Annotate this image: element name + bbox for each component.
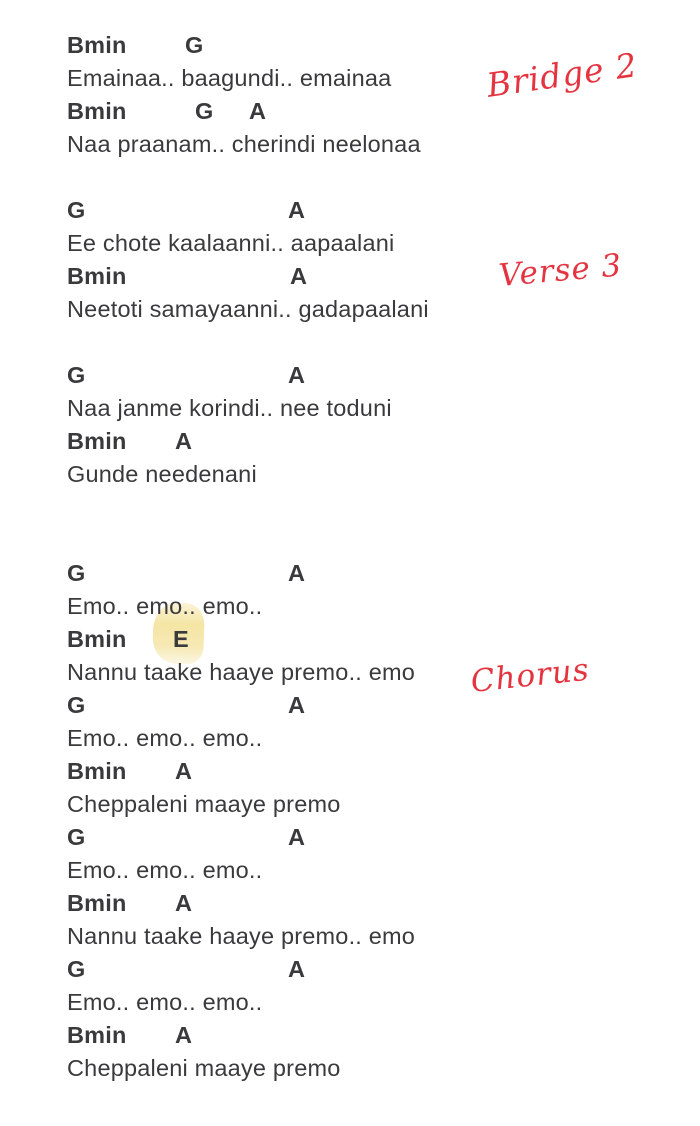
chord: A <box>288 956 306 982</box>
handwritten-annotation-verse-3-stanza-1: Verse 3 <box>497 247 624 294</box>
handwritten-annotation-bridge-2: Bridge 2 <box>484 45 641 105</box>
chord-line <box>67 194 567 227</box>
chord: A <box>288 824 306 850</box>
chord-highlighted: E <box>173 626 189 652</box>
lyric-line: Emo.. emo.. emo.. <box>67 857 263 883</box>
chord: A <box>288 362 306 388</box>
chord: Bmin <box>67 98 127 124</box>
chord-line <box>67 1019 567 1052</box>
chord: G <box>67 362 86 388</box>
lyric-line: Emo.. emo.. emo.. <box>67 725 263 751</box>
chord: Bmin <box>67 263 127 289</box>
chord: Bmin <box>67 428 127 454</box>
chord: A <box>290 263 308 289</box>
chord-line <box>67 29 567 62</box>
chord: G <box>67 197 86 223</box>
lyric-line: Naa janme korindi.. nee toduni <box>67 395 392 421</box>
chord: A <box>288 692 306 718</box>
lyric-line: Emainaa.. baagundi.. emainaa <box>67 65 392 91</box>
chord-line <box>67 557 567 590</box>
lyric-line: Emo.. emo.. emo.. <box>67 989 263 1015</box>
chord: G <box>185 32 204 58</box>
chord: A <box>288 197 306 223</box>
chord-line <box>67 425 567 458</box>
lyric-line: Nannu taake haaye premo.. emo <box>67 659 416 685</box>
chord-line <box>67 953 567 986</box>
chord: Bmin <box>67 890 127 916</box>
chord: A <box>175 1022 193 1048</box>
sheet-content <box>67 29 567 1085</box>
lyric-line: Neetoti samayaanni.. gadapaalani <box>67 296 429 322</box>
chord: G <box>67 560 86 586</box>
chord: A <box>175 890 193 916</box>
section-verse-3-stanza-2 <box>67 359 567 491</box>
lyric-line: Gunde needenani <box>67 461 257 487</box>
chord: G <box>67 692 86 718</box>
chord: A <box>175 758 193 784</box>
chord: Bmin <box>67 626 127 652</box>
chord: A <box>175 428 193 454</box>
chord-line <box>67 359 567 392</box>
lyric-line: Cheppaleni maaye premo <box>67 791 341 817</box>
handwritten-annotation-chorus: Chorus <box>469 651 592 700</box>
chord-line <box>67 260 567 293</box>
chord: A <box>249 98 267 124</box>
lyric-line: Emo.. emo.. emo.. <box>67 593 263 619</box>
chord-line <box>67 623 567 656</box>
section-chorus <box>67 557 567 1085</box>
lyric-line: Cheppaleni maaye premo <box>67 1055 341 1081</box>
chord: G <box>67 956 86 982</box>
chord: Bmin <box>67 1022 127 1048</box>
chord: G <box>67 824 86 850</box>
chord-line <box>67 821 567 854</box>
chord-line <box>67 755 567 788</box>
lyric-line: Naa praanam.. cherindi neelonaa <box>67 131 421 157</box>
chord-line <box>67 887 567 920</box>
section-verse-3-stanza-1 <box>67 194 567 326</box>
chord: Bmin <box>67 758 127 784</box>
chord: A <box>288 560 306 586</box>
chord: Bmin <box>67 32 127 58</box>
lyric-line: Nannu taake haaye premo.. emo <box>67 923 416 949</box>
chord: G <box>195 98 214 124</box>
lyric-line: Ee chote kaalaanni.. aapaalani <box>67 230 395 256</box>
